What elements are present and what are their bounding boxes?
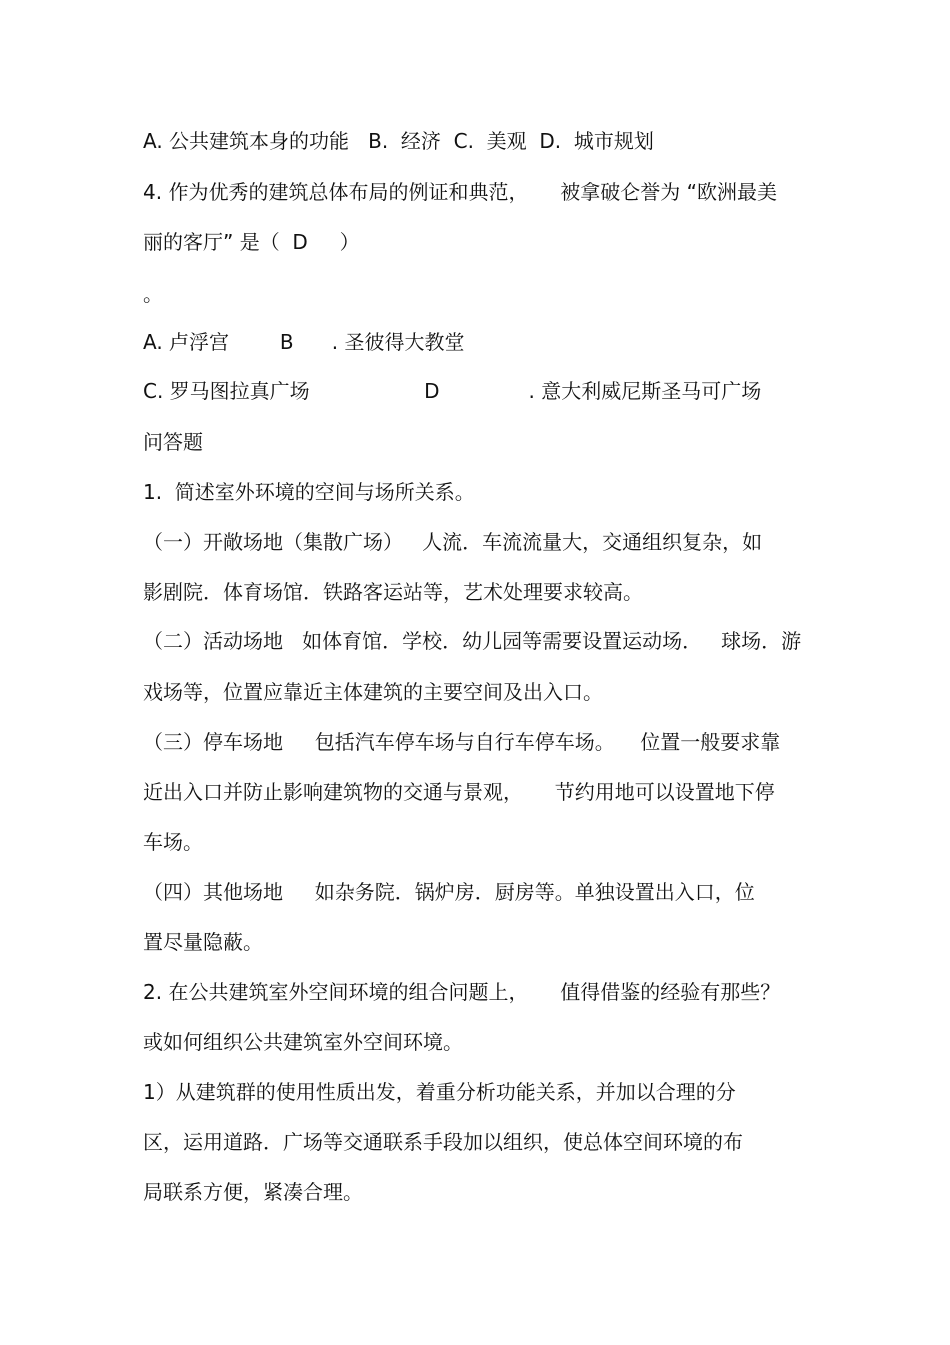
answer-question-1: 1. 简述室外环境的空间与场所关系。 [143, 480, 475, 504]
paragraph-line: 局联系方便，紧凑合理。 [143, 1180, 363, 1204]
paragraph-line: （四）其他场地 如杂务院．锅炉房．厨房等。单独设置出入口，位 [143, 880, 755, 904]
paragraph-line: 影剧院．体育场馆．铁路客运站等，艺术处理要求较高。 [143, 580, 643, 604]
option-line-q4-c-d: C. 罗马图拉真广场 D . 意大利威尼斯圣马可广场 [143, 379, 762, 403]
section-heading: 问答题 [143, 430, 203, 454]
paragraph-line: （二）活动场地 如体育馆．学校．幼儿园等需要设置运动场． 球场．游 [143, 629, 802, 653]
question-4-line-2: 丽的客厅” 是（ D ） [143, 230, 360, 254]
paragraph-line: 近出入口并防止影响建筑物的交通与景观， 节约用地可以设置地下停 [143, 780, 775, 804]
answer-question-2-line-2: 或如何组织公共建筑室外空间环境。 [143, 1030, 463, 1054]
question-4-line-1: 4. 作为优秀的建筑总体布局的例证和典范， 被拿破仑誉为 “欧洲最美 [143, 180, 777, 204]
paragraph-line: 戏场等，位置应靠近主体建筑的主要空间及出入口。 [143, 680, 603, 704]
paragraph-line: 1）从建筑群的使用性质出发，着重分析功能关系，并加以合理的分 [143, 1080, 736, 1104]
paragraph-line: 区，运用道路．广场等交通联系手段加以组织，使总体空间环境的布 [143, 1130, 743, 1154]
answer-question-2-line-1: 2. 在公共建筑室外空间环境的组合问题上， 值得借鉴的经验有那些？ [143, 980, 781, 1004]
option-line-q3: A. 公共建筑本身的功能 B. 经济 C. 美观 D. 城市规划 [143, 129, 654, 153]
paragraph-line: （三）停车场地 包括汽车停车场与自行车停车场。 位置一般要求靠 [143, 730, 781, 754]
paragraph-line: 车场。 [143, 830, 203, 854]
question-4-line-3: 。 [143, 282, 163, 306]
paragraph-line: 置尽量隐蔽。 [143, 930, 263, 954]
option-line-q4-a-b: A. 卢浮宫 B . 圣彼得大教堂 [143, 330, 465, 354]
paragraph-line: （一）开敞场地（集散广场） 人流．车流流量大，交通组织复杂，如 [143, 530, 763, 554]
